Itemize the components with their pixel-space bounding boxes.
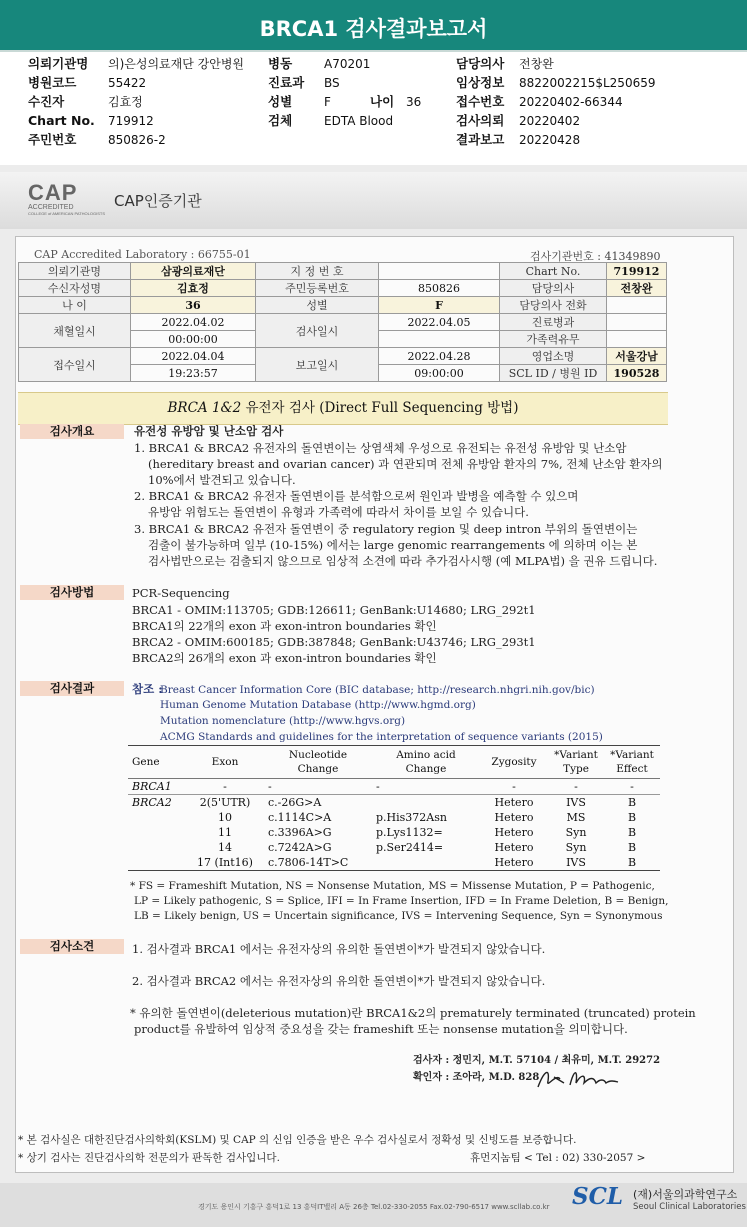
finding-line: 1. 검사결과 BRCA1 에서는 유전자상의 유의한 돌연변이*가 발견되지 않았습니다. [132,942,546,956]
cell-label: 진료병과 [500,314,607,331]
section-label-overview: 검사개요 [20,424,124,439]
cell-value: 190528 [607,365,667,382]
meta-label: 의뢰기관명 [28,56,89,71]
reference-line: Mutation nomenclature (http://www.hgvs.org) [160,715,406,727]
cell-value [607,297,667,314]
column-header: Nucleotide Change [264,746,372,779]
column-header: *Variant Effect [604,746,660,779]
method-line: PCR-Sequencing [132,586,230,600]
meta-row [28,132,244,151]
table-cell [128,840,186,855]
cell-value: 09:00:00 [379,365,500,382]
cell-value [607,331,667,348]
meta-label: 병동 [268,56,293,71]
test-title [18,392,668,425]
cell-value: 00:00:00 [131,331,256,348]
expert-note: * 상기 검사는 진단검사의학 전문의가 판독한 검사입니다. [18,1152,280,1164]
table-cell [372,795,480,811]
column-header: Gene [128,746,186,779]
table-cell: c.-26G>A [268,796,322,809]
table-cell: B [627,826,637,839]
cell-value: 36 [131,297,256,314]
table-cell: Hetero [494,841,534,854]
cap-logo-sub: ACCREDITED [28,204,74,211]
cell-label: 영업소명 [500,348,607,365]
table-cell: - [372,779,480,795]
meta-row [28,75,244,94]
table-cell: Hetero [494,826,534,839]
overview-line: 3. BRCA1 & BRCA2 유전자 돌연변이 중 regulatory region 및 deep intron 부위의 돌연변이는 [134,522,638,536]
meta-label: 나이 [370,94,395,109]
table-cell: - [264,779,372,795]
cell-value: 삼광의료재단 [131,263,256,280]
cell-value: 2022.04.05 [379,314,500,331]
finding-note: product를 유발하여 임상적 중요성을 갖는 frameshift 또는 nonsense mutation을 의미합니다. [134,1022,628,1036]
cell-label: 성별 [256,297,379,314]
meta-row [28,94,244,113]
handwritten-signature [534,1063,624,1093]
meta-label: 검사의뢰 [456,113,505,128]
table-row [128,779,660,795]
cell-value: 2022.04.28 [379,348,500,365]
patient-info-table [18,262,667,382]
table-header-row [128,746,660,779]
contact-info: 휴먼지놈팀 < Tel : 02) 330-2057 > [470,1152,646,1164]
cell-label: 담당의사 전화 [500,297,607,314]
examiner-signature: 검사자 : 정민지, M.T. 57104 / 최유미, M.T. 29272 [413,1055,661,1066]
meta-value: A70201 [324,57,371,71]
table-cell: 10 [218,811,232,824]
cell-label: 접수일시 [19,348,131,382]
table-cell: MS [566,811,586,824]
meta-label: 주민번호 [28,132,77,147]
table-cell: B [604,855,660,871]
meta-col3 [456,56,655,151]
table-cell: p.Lys1132= [376,826,443,839]
table-cell: 14 [218,841,232,854]
cap-banner [0,172,747,229]
overview-line: 1. BRCA1 & BRCA2 유전자의 돌연변이는 상염색체 우성으로 유전되는 유전성 유방암 및 난소암 [134,441,627,455]
column-header: *Variant Type [548,746,604,779]
table-cell [372,855,480,871]
reference-prefix: 참조 : [132,682,163,696]
footer-address: 경기도 용인시 기흥구 흥덕1로 13 흥덕IT밸리 A동 26층 Tel.02-330-2055 Fax.02-790-6517 www.scllab.co.kr [198,1203,550,1211]
meta-col2 [268,56,421,132]
table-row [19,297,667,314]
scl-name-english: Seoul Clinical Laboratories [633,1202,746,1212]
table-cell: - [604,779,660,795]
table-cell: Hetero [494,796,534,809]
cap-title: CAP인증기관 [114,192,202,210]
meta-value: F [324,95,331,109]
table-cell: B [627,796,637,809]
meta-label: 결과보고 [456,132,505,147]
cell-label: 수신자성명 [19,280,131,297]
cell-label: 지 정 번 호 [256,263,379,280]
meta-value: 36 [406,95,422,109]
table-cell: BRCA2 [132,796,172,809]
table-cell [128,810,186,825]
overview-line: (hereditary breast and ovarian cancer) 과 연관되며 전체 유방암 환자의 7%, 전체 난소암 환자의 [148,457,663,471]
table-row [128,795,660,811]
table-cell: B [627,811,637,824]
overview-line: 2. BRCA1 & BRCA2 유전자 돌연변이를 분석함으로써 원인과 발병을 예측할 수 있으며 [134,489,579,503]
meta-label: 임상정보 [456,75,505,90]
confirmer-signature: 확인자 : 조아라, M.D. 828 [413,1072,540,1083]
table-cell: IVS [548,855,604,871]
cell-value: 19:23:57 [131,365,256,382]
meta-row [268,94,421,113]
legend-line: LP = Likely pathogenic, S = Splice, IFI = In Frame Insertion, IFD = In Frame Deletion, B = Benign, [134,895,669,907]
cell-value: 서울강남 [607,348,667,365]
table-row [19,263,667,280]
method-line: BRCA2의 26개의 exon 과 exon-intron boundaries 확인 [132,651,437,665]
table-cell: B [627,841,637,854]
cell-label: 검사일시 [256,314,379,348]
meta-value: EDTA Blood [324,114,394,128]
table-cell: Hetero [480,855,548,871]
cell-value [379,331,500,348]
table-cell: c.7242A>G [268,841,332,854]
meta-row [456,113,655,132]
table-cell: p.Ser2414= [376,841,444,854]
meta-value: 의)은성의료재단 강안병원 [108,57,245,71]
meta-label: 진료과 [268,75,305,90]
cell-label: Chart No. [500,263,607,280]
meta-row [28,113,244,132]
meta-label: 검체 [268,113,293,128]
cell-value: 2022.04.04 [131,348,256,365]
table-row [128,855,660,871]
table-cell [128,825,186,840]
report-title: BRCA1 검사결과보고서 [0,0,747,50]
method-line: BRCA2 - OMIM:600185; GDB:387848; GenBank:U43746; LRG_293t1 [132,635,536,649]
table-cell: IVS [566,796,586,809]
meta-row [456,75,655,94]
scl-logo: SCL [572,1183,624,1210]
table-row [128,840,660,855]
scl-name [633,1186,746,1212]
meta-row [456,94,655,113]
meta-value: 20220402-66344 [519,95,623,109]
finding-note: * 유의한 돌연변이(deleterious mutation)란 BRCA1&2의 prematurely terminated (truncated) protein [130,1006,696,1020]
section-label-results: 검사결과 [20,681,124,696]
overview-line: 검사법만으로는 검출되지 않으므로 임상적 소견에 따라 추가검사시행 (예 MLPA법) 을 권유 드립니다. [148,554,658,568]
table-cell: Syn [565,841,587,854]
cell-label: 의뢰기관명 [19,263,131,280]
meta-value: BS [324,76,340,90]
meta-value: 55422 [108,76,147,90]
meta-value: 김효정 [108,95,143,109]
lab-accreditation: CAP Accredited Laboratory : 66755-01 [34,248,251,261]
table-row [128,810,660,825]
cell-label: 나 이 [19,297,131,314]
meta-col1 [28,56,244,151]
meta-label: 수진자 [28,94,65,109]
meta-row [268,113,421,132]
meta-row [268,75,421,94]
meta-label: 담당의사 [456,56,505,71]
cell-label: 주민등록번호 [256,280,379,297]
meta-value: 719912 [108,114,154,128]
legend-line: * FS = Frameshift Mutation, NS = Nonsense Mutation, MS = Missense Mutation, P = Pathogenic, [130,880,655,892]
meta-row [456,132,655,151]
table-row [19,280,667,297]
table-row [19,314,667,331]
variant-results-table [128,745,660,871]
overview-line: 검출이 불가능하며 일부 (10-15%) 에서는 large genomic rearrangements 에 의하며 이는 본 [148,538,638,552]
cell-label: 가족력유무 [500,331,607,348]
test-title-gene: BRCA 1&2 [167,400,242,416]
reference-line: ACMG Standards and guidelines for the interpretation of sequence variants (2015) [160,731,603,743]
scl-name-korean: (재)서울의과학연구소 [633,1188,738,1201]
table-cell: - [480,779,548,795]
meta-value: 8822002215$L250659 [519,76,656,90]
legend-line: LB = Likely benign, US = Uncertain significance, IVS = Intervening Sequence, Syn = Synonymous [134,910,663,922]
meta-row [268,56,421,75]
certification-note: * 본 검사실은 대한진단검사의학회(KSLM) 및 CAP 의 신임 인증을 받은 우수 검사실로서 정확성 및 신빙도를 보증합니다. [18,1134,577,1146]
overview-heading: 유전성 유방암 및 난소암 검사 [134,424,284,438]
meta-label: Chart No. [28,113,95,128]
table-cell: BRCA1 [128,779,186,795]
section-label-findings: 검사소견 [20,939,124,954]
column-header: Amino acid Change [372,746,480,779]
meta-label: 접수번호 [456,94,505,109]
table-cell: 17 (Int16) [186,855,264,871]
cap-logo-tiny: COLLEGE of AMERICAN PATHOLOGISTS [28,211,105,216]
method-line: BRCA1의 22개의 exon 과 exon-intron boundaries 확인 [132,619,437,633]
reference-line: Human Genome Mutation Database (http://www.hgmd.org) [160,699,476,711]
variant-results-body [128,779,660,871]
table-cell: Hetero [494,811,534,824]
table-row [128,825,660,840]
column-header: Zygosity [480,746,548,779]
meta-value: 20220428 [519,133,581,147]
finding-line: 2. 검사결과 BRCA2 에서는 유전자상의 유의한 돌연변이*가 발견되지 않았습니다. [132,974,546,988]
section-label-method: 검사방법 [20,585,124,600]
table-cell: Syn [565,826,587,839]
meta-value: 20220402 [519,114,581,128]
test-title-text: 유전자 검사 (Direct Full Sequencing 방법) [241,400,519,416]
cell-value [379,263,500,280]
table-row [19,348,667,365]
header-divider [0,50,747,52]
table-cell: c.3396A>G [268,826,332,839]
meta-row [28,56,244,75]
method-line: BRCA1 - OMIM:113705; GDB:126611; GenBank:U14680; LRG_292t1 [132,603,536,617]
cell-value: 전창완 [607,280,667,297]
meta-row [456,56,655,75]
cell-value: F [379,297,500,314]
table-cell: - [186,779,264,795]
lab-agency-number: 검사기관번호 : 41349890 [530,250,661,263]
cell-value: 719912 [607,263,667,280]
cell-label: 보고일시 [256,348,379,382]
cell-value: 김효정 [131,280,256,297]
column-header: Exon [186,746,264,779]
cell-value [607,314,667,331]
table-cell: p.His372Asn [376,811,447,824]
meta-label: 병원코드 [28,75,77,90]
table-cell: 2(5'UTR) [199,796,251,809]
cell-label: SCL ID / 병원 ID [500,365,607,382]
table-cell: - [548,779,604,795]
cell-label: 담당의사 [500,280,607,297]
table-cell: c.7806-14T>C [264,855,372,871]
cell-label: 채혈일시 [19,314,131,348]
meta-value: 전창완 [519,57,554,71]
table-cell: 11 [218,826,232,839]
overview-line: 유방암 위험도는 돌연변이 유형과 가족력에 따라서 차이를 보일 수 있습니다. [148,505,529,519]
meta-value: 850826-2 [108,133,166,147]
cell-value: 2022.04.02 [131,314,256,331]
meta-label: 성별 [268,94,293,109]
cell-value: 850826 [379,280,500,297]
reference-line: Breast Cancer Information Core (BIC database; http://research.nhgri.nih.gov/bic) [160,684,595,696]
overview-line: 10%에서 발견되고 있습니다. [148,473,296,487]
table-cell [128,855,186,871]
cap-logo-text: CAP [28,180,78,205]
cap-logo [28,180,105,216]
table-cell: c.1114C>A [268,811,332,824]
